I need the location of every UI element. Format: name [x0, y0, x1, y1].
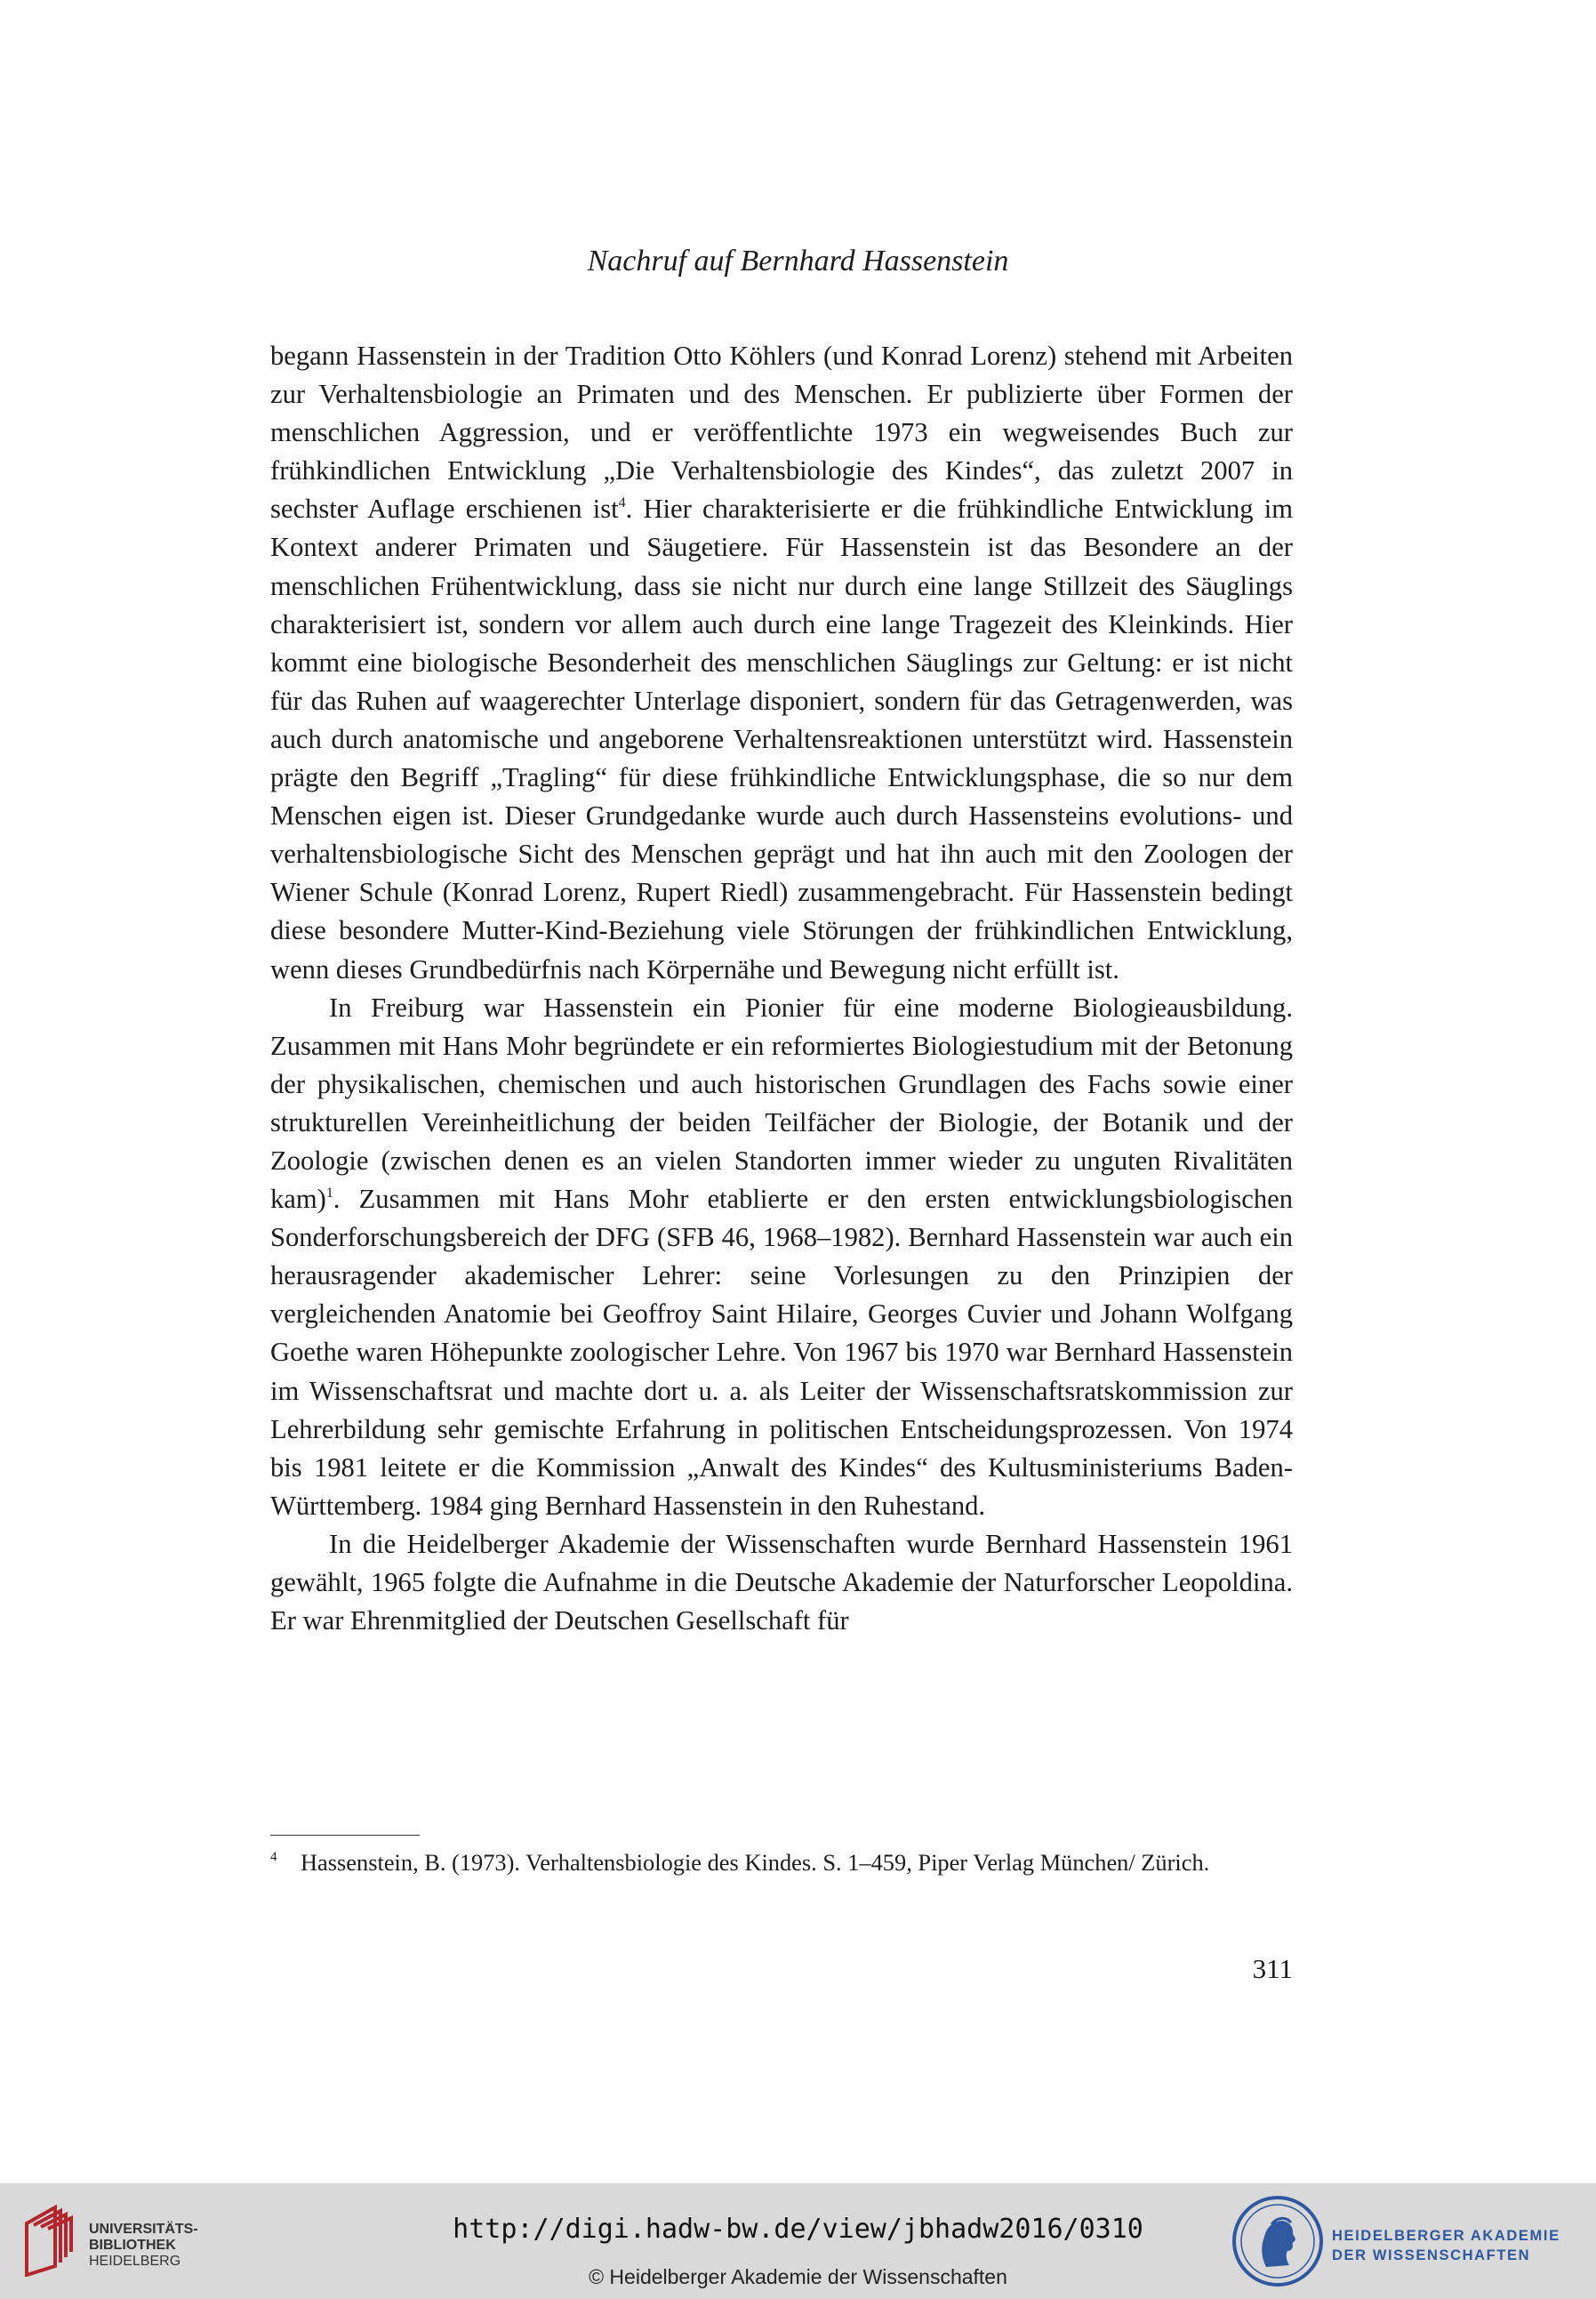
footer-bar — [0, 2183, 1596, 2299]
footnote-separator — [270, 1835, 420, 1836]
paragraph-2: In Freiburg war Hassenstein ein Pionier für eine moderne Biologieausbildung. Zusammen mit Hans Mohr begründete er ein reformiertes Biologiestudium mit der Betonung der physikalischen, chemischen und auch historischen Grundlagen des Fachs sowie einer strukturellen Vereinheitlichung der beiden Teilfächer der Biologie, der Botanik und der Zoologie (zwischen denen es an vielen Standorten immer wieder zu unguten Rivalitäten kam)$^1$. Zusammen mit Hans Mohr etablierte er den ersten entwicklungsbiologischen Sonderforschungsbereich der DFG (SFB 46, 1968–1982). Bernhard Hassenstein war auch ein herausragender akademischer Lehrer: seine Vorlesungen zu den Prinzipien der vergleichenden Anatomie bei Geoffroy Saint Hilaire, Georges Cuvier und Johann Wolfgang Goethe waren Höhepunkte zoologischer Lehre. Von 1967 bis 1970 war Bernhard Hassenstein im Wissenschaftsrat und machte dort u. a. als Leiter der Wissenschaftsratskommission zur Lehrerbildung sehr gemischte Erfahrung in politischen Entscheidungsprozessen. Von 1974 bis 1981 leitete er die Kommission „Anwalt des Kindes“ des Kultusministeriums Baden-Württemberg. 1984 ging Bernhard Hassenstein in den Ruhestand. — [270, 992, 1293, 1521]
paragraph-1: begann Hassenstein in der Tradition Otto Köhlers (und Konrad Lorenz) stehend mit Arbeiten zur Verhaltensbiologie an Primaten und des Menschen. Er publizierte über Formen der menschlichen Aggression, und er veröffentlichte 1973 ein wegweisendes Buch zur frühkindlichen Entwicklung „Die Verhaltensbiologie des Kindes“, das zuletzt 2007 in sechster Auflage erschienen ist$^4$. Hier charakterisierte er die frühkindliche Entwicklung im Kontext anderer Primaten und Säugetiere. Für Hassenstein ist das Besondere an der menschlichen Frühentwicklung, dass sie nicht nur durch eine lange Stillzeit des Säuglings charakterisiert ist, sondern vor allem auch durch eine lange Tragezeit des Kleinkinds. Hier kommt eine biologische Besonderheit des menschlichen Säuglings zur Geltung: er ist nicht für das Ruhen auf waagerechter Unterlage disponiert, sondern für das Getragenwerden, was auch durch anatomische und angeborene Verhaltensreaktionen unterstützt wird. Hassenstein prägte den Begriff „Tragling“ für diese frühkindliche Entwicklungsphase, die so nur dem Menschen eigen ist. Dieser Grundgedanke wurde auch durch Hassensteins evolutions- und verhaltensbiologische Sicht des Menschen geprägt und hat ihn auch mit den Zoologen der Wiener Schule (Konrad Lorenz, Rupert Riedl) zusammengebracht. Für Hassenstein bedingt diese besondere Mutter-Kind-Beziehung viele Störungen der frühkindlichen Entwicklung, wenn dieses Grundbedürfnis nach Körpernähe und Bewegung nicht erfüllt ist. — [270, 341, 1294, 985]
ub-logo-text: UNIVERSITÄTS- BIBLIOTHEK HEIDELBERG — [89, 2222, 198, 2269]
footnote-ref: 1 — [325, 1186, 333, 1202]
source-url-link[interactable]: http://digi.hadw-bw.de/view/jbhadw2016/0310 — [453, 2214, 1143, 2245]
paragraph-3: In die Heidelberger Akademie der Wissenschaften wurde Bernhard Hassenstein 1961 gewählt, 1965 folgte die Aufnahme in die Deutsche Akademie der Naturforscher Leopoldina. Er war Ehrenmitglied der Deutschen Gesellschaft für — [270, 1528, 1293, 1636]
running-head: Nachruf auf Bernhard Hassenstein — [587, 245, 1009, 277]
hadw-logo[interactable] — [1231, 2192, 1586, 2290]
body-text — [270, 337, 1293, 1640]
hadw-seal-icon — [1231, 2194, 1325, 2288]
footnote-mark: 4 — [270, 1850, 277, 1864]
footnote — [270, 1846, 1293, 1878]
copyright-notice: © Heidelberger Akademie der Wissenschaften — [589, 2265, 1007, 2288]
footnote-text: Hassenstein, B. (1973). Verhaltensbiologie des Kindes. S. 1–459, Piper Verlag München/ Zürich. — [301, 1849, 1210, 1876]
hadw-logo-text: HEIDELBERGER AKADEMIE DER WISSENSCHAFTEN — [1332, 2228, 1560, 2263]
page-number: 311 — [1252, 1953, 1293, 1984]
footnote-ref: 4 — [618, 495, 626, 511]
